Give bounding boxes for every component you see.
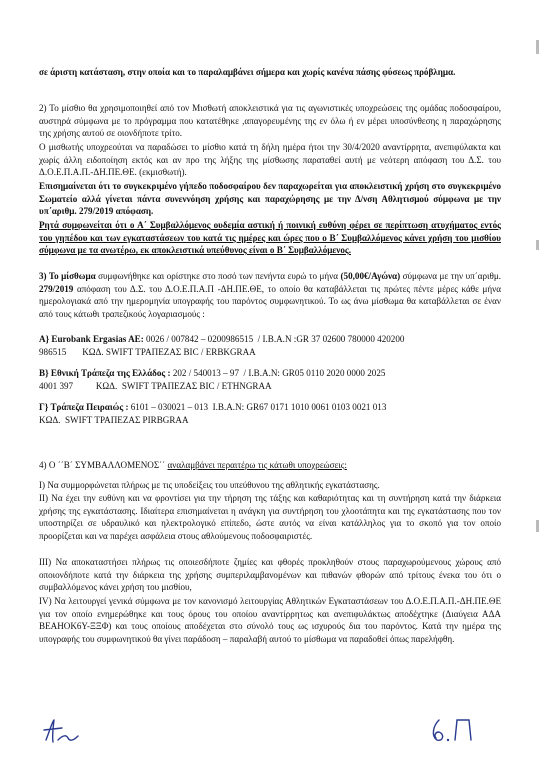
bank-piraeus-account: 6101 – 030021 – 013 I.B.A.N: GR67 0171 1010 0061 0103 0021 013 [130, 402, 387, 412]
paragraph-return-text: Ο μισθωτής υποχρεούται να παραδώσει το μίσθιο κατά τη δήλη ημέρα ήτοι την 30/4/2020 αναντίρρητα, ανεπιφύλακτα και χωρίς άλλη ειδοποίηση εκτός και αν προ της λήξης της μίσθωσης παραταθεί αυτή με νεότερη απόφαση του Δ.Σ. του Δ.Ο.Ε.Π.Α.Π.-ΔΗ.ΠΕ.ΘΕ. (εκμισθωτή). [39, 142, 501, 177]
section-obligations-heading [39, 459, 501, 472]
scan-edge-mark [536, 520, 539, 532]
obligation-item-3 [39, 556, 501, 594]
rent-text-1: συμφωνήθηκε και ορίστηκε στο ποσό των πενήντα ευρώ το μήνα [98, 271, 341, 281]
scan-edge-mark [536, 40, 539, 54]
bank-eurobank-swift: 986515 ΚΩΔ. SWIFT ΤΡΑΠΕΖΑΣ BIC / ERBKGRAA [39, 346, 256, 357]
obligations-party: 4) Ο ΄΄Β΄ ΣΥΜΒΑΛΛΟΜΕΝΟΣ΄΄ [39, 460, 168, 470]
paragraph-use-text: 2) Το μίσθιο θα χρησιμοποιηθεί από τον Μισθωτή αποκλειστικά για τις αγωνιστικές υποχρεώσεις της ομάδας ποδοσφαίρου, αυστηρά σύμφωνα με το πρόγραμμα που κατατέθηκε ,απαγορευμένης της εν όλω ή εν μέρει υποσύνθεσης η παραχώρησης της χρήσης αυτού σε οιονδήποτε τρίτο. [39, 103, 501, 138]
bank-piraeus-swift: ΚΩΔ. SWIFT ΤΡΑΠΕΖΑΣ PIRBGRAA [39, 414, 189, 425]
paragraph-use [39, 102, 501, 140]
obligation-item-2-text: ΙΙ) Να έχει την ευθύνη και να φροντίσει για την τήρηση της τάξης και καθαριότητας και τη συντήρηση κατά την διάρκεια χρήσης της εγκατάστασης. Ιδιαίτερα επισημαίνεται η ανάγκη για συντήρηση του χλοοτάπητα και της εγκατάστασης που τον υποστηρίζει σε υδραυλικό και ηλεκτρολογικό επίπεδο, ώστε αυτός να είναι κατάλληλος για το σκοπό για τον οποίο προορίζεται και να παρέχει ασφάλεια στους αθλούμενους ποδοσφαιριστές. [39, 493, 501, 541]
bank-nbg-account: 202 / 540013 – 97 / I.B.A.N: GR05 0110 2020 0000 2025 [172, 368, 386, 378]
paragraph-condition [39, 66, 501, 79]
signature-right-icon [425, 710, 485, 750]
rent-decision-number: 279/2019 [39, 283, 74, 294]
obligations-title: αναλαμβάνει περαιτέρω τις κάτωθι υποχρεώσεις: [167, 460, 347, 470]
obligation-item-4 [39, 595, 501, 645]
bank-eurobank [39, 333, 501, 358]
bank-eurobank-account: 0026 / 007842 – 0200986515 / I.B.A.N :GR 37 02600 780000 420200 [146, 334, 405, 344]
paragraph-liability [39, 219, 501, 257]
obligation-item-4-text: ΙV) Να λειτουργεί γενικά σύμφωνα με τον κανονισμό λειτουργίας Αθλητικών Εγκαταστάσεων του Δ.Ο.Ε.Π.Α.Π.-ΔΗ.ΠΕ.ΘΕ για τον οποίο ενημερώθηκε και τους όρους του οποίου αναντίρρητως και ανεπιφυλάκτως αποδέχτηκε (Διαύγεια ΑΔΑ ΒΕΑΗΟΚ6Υ-ΞΞΦ) και τους οποίους αποδέχεται στο σύνολό τους ως ισχυρούς δια του παρόντος. Κατά την ημέρα της υπογραφής του συμφωνητικού θα γίνει παράδοση – παραλαβή αυτού το μίσθωμα να παραδοθεί όπως παρελήφθη. [39, 596, 501, 644]
obligation-item-1-text: Ι) Να συμμορφώνεται πλήρως με τις υποδείξεις του υπεύθυνου της αθλητικής εγκατάστασης. [39, 480, 380, 490]
bank-nbg-name: B} Εθνική Τράπεζα της Ελλάδος : [39, 368, 173, 378]
paragraph-rent [39, 270, 501, 320]
rent-heading: 3) Το μίσθωμα [39, 271, 99, 281]
bank-nbg-swift: 4001 397 ΚΩΔ. SWIFT ΤΡΑΠΕΖΑΣ BIC / ETHNGRAA [39, 380, 272, 391]
paragraph-condition-text: σε άριστη κατάσταση, στην οποία και το παραλαμβάνει σήμερα και χωρίς κανένα πάσης φύσεως πρόβλημα. [39, 67, 456, 77]
signature-left-icon [40, 710, 90, 750]
obligation-item-2 [39, 492, 501, 542]
obligation-item-3-text: ΙΙΙ) Να αποκαταστήσει πλήρως τις οποιεσδήποτε ζημίες και φθορές προκληθούν στους παραχωρούμενους χώρους από οποιονδήποτε κατά την διάρκεια της χρήσης συμπεριλαμβανομένων και πιθανών φθορών από τρίτους ένεκα του ότι ο συμβαλλόμενος κάνει χρήση του μισθίου, [39, 557, 501, 592]
bank-piraeus-name: Γ} Τράπεζα Πειραιώς : [39, 402, 131, 412]
bank-nbg [39, 367, 501, 392]
bank-piraeus [39, 401, 501, 426]
scan-edge-mark [536, 240, 539, 250]
paragraph-notice-text: Επισημαίνεται ότι το συγκεκριμένο γήπεδο ποδοσφαίρου δεν παραχωρείται για αποκλειστική χρήση στο συγκεκριμένο Σωματείο αλλά γίνεται πάντα συνεννόηση χρήσης και παραχώρησης με την Δ/νση Αθλητισμού σύμφωνα με την υπ΄αριθμ. 279/2019 απόφαση. [39, 181, 501, 216]
obligation-item-1 [39, 479, 501, 492]
rent-text-2: σύμφωνα με την υπ΄αριθμ. [400, 271, 501, 281]
paragraph-liability-text: Ρητά συμφωνείται ότι ο Α΄ Συμβαλλόμενος ουδεμία αστική ή ποινική ευθύνη φέρει σε περίπτωση ατυχήματος εντός του γηπέδου και των εγκαταστάσεων του κατά τις ημέρες και ώρες που ο Β΄ Συμβαλλόμενος κάνει χρήση του μισθίου σύμφωνα με τα ανωτέρω, εκ αποκλειστικά υπεύθυνος είναι ο Β΄ Συμβαλλόμενος. [39, 220, 501, 255]
rent-amount: (50,00€/Αγώνα) [340, 271, 401, 281]
bank-eurobank-name: A} Eurobank Ergasias AE: [39, 334, 147, 344]
paragraph-notice [39, 180, 501, 218]
rent-text-3: απόφαση του Δ.Σ. του Δ.Ο.Ε.Π.Α.Π -ΔΗ.ΠΕ.ΘΕ, το οποίο θα καταβάλλεται τις πρώτες πέντε μέρες κάθε μήνα ημερολογιακά από την ημερομηνία υπογραφής του παρόντος συμφωνητικού. Το ως άνω μίσθωμα θα καταβάλλεται σε έναν από τους κάτωθι τραπεζικούς λογαριασμούς : [39, 283, 501, 319]
paragraph-return [39, 141, 501, 179]
